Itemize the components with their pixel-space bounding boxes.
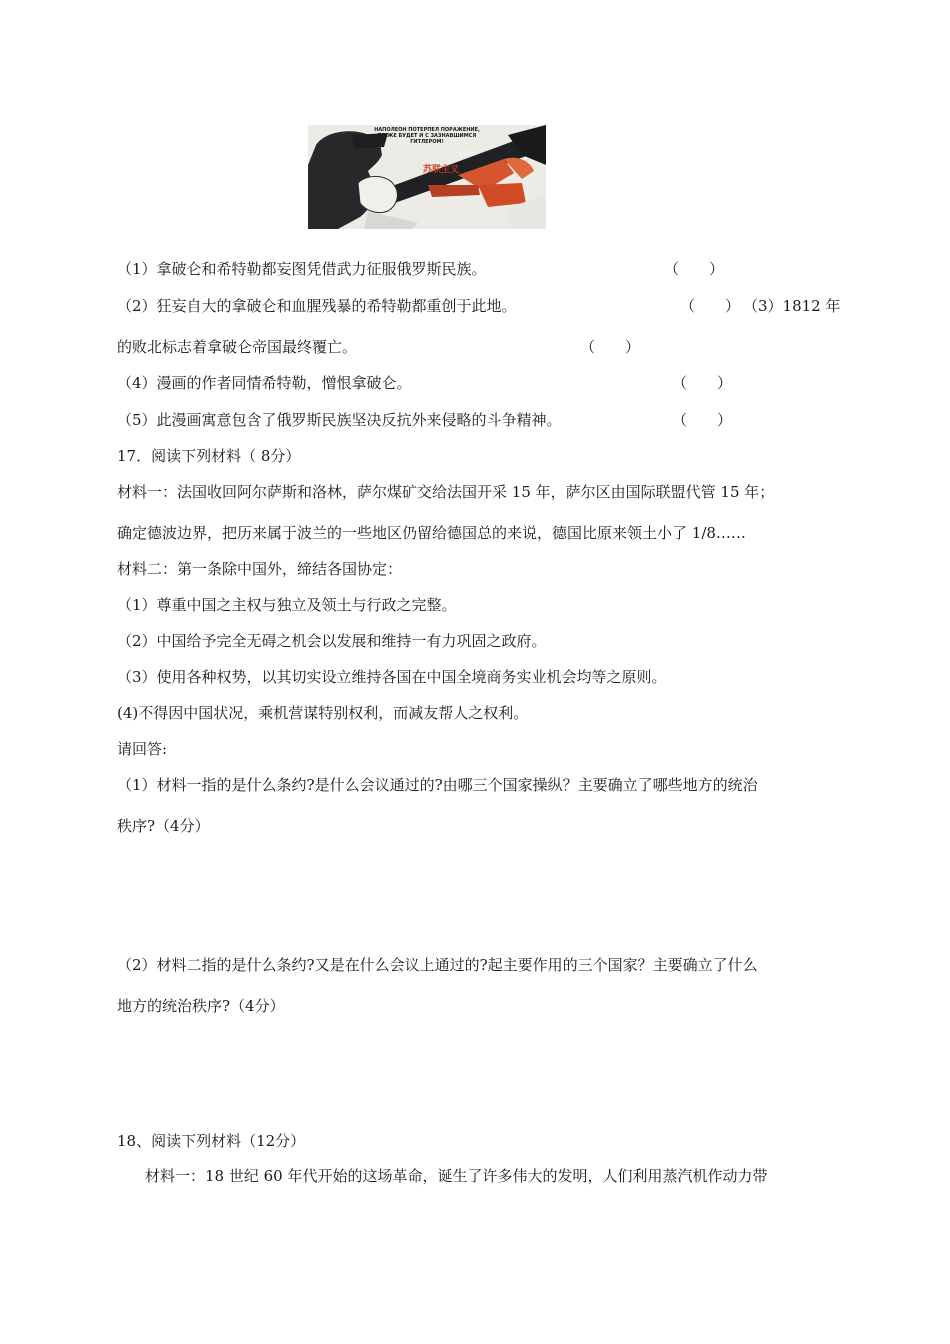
material-2-title: 材料二：第一条除中国外，缔结各国协定： <box>117 560 403 578</box>
material-2-item-1: （1）尊重中国之主权与独立及领土与行政之完整。 <box>117 596 457 614</box>
poster-label: 苏联主义 <box>423 165 460 175</box>
material-2-item-4: (4)不得因中国状况，乘机营谋特别权利，而减友帮人之权利。 <box>117 704 529 722</box>
statement-4-answer-blank[interactable]: （ ） <box>672 374 733 392</box>
statement-2-answer-blank[interactable]: （ ） <box>680 297 741 315</box>
statement-5-text: （5）此漫画寓意包含了俄罗斯民族坚决反抗外来侵略的斗争精神。 <box>117 411 562 429</box>
statement-2 <box>117 296 517 316</box>
sub-question-2-line-1: （2）材料二指的是什么条约?又是在什么会议上通过的?起主要作用的三个国家？主要确立了什么 <box>117 956 758 974</box>
material-2-item-2: （2）中国给予完全无碍之机会以发展和维持一有力巩固之政府。 <box>117 632 547 650</box>
statement-4 <box>117 373 412 393</box>
question-18-title: 18、阅读下列材料（12分） <box>117 1132 306 1150</box>
statement-1-answer-blank[interactable]: （ ） <box>664 260 725 278</box>
statement-4-text: （4）漫画的作者同情希特勒，憎恨拿破仑。 <box>117 374 412 392</box>
material-1-line-1: 材料一：法国收回阿尔萨斯和洛林，萨尔煤矿交给法国开采 15 年，萨尔区由国际联盟代管 15 年； <box>117 483 775 501</box>
answer-prompt: 请回答: <box>117 740 168 758</box>
poster-year: 1812 <box>457 147 479 159</box>
sub-question-1-line-2: 秩序?（4分） <box>117 817 210 835</box>
cartoon-poster <box>308 125 546 229</box>
statement-3-answer-blank[interactable]: （ ） <box>580 338 641 356</box>
poster-caption-line-3: ГИТЛЕРОМ! <box>410 139 444 145</box>
statement-5 <box>117 410 562 430</box>
statement-2-text: （2）狂妄自大的拿破仑和血腥残暴的希特勒都重创于此地。 <box>117 297 517 315</box>
sub-question-1-line-1: （1）材料一指的是什么条约?是什么会议通过的?由哪三个国家操纵？主要确立了哪些地方的统治 <box>117 776 758 794</box>
material-1-line-2: 确定德波边界，把历来属于波兰的一些地区仍留给德国总的来说，德国比原来领土小了 1/8…… <box>117 524 746 542</box>
poster-caption-line-1: НАПОЛЕОН ПОТЕРПЕЛ ПОРАЖЕНИЕ, <box>374 127 480 133</box>
statement-1-text: （1）拿破仑和希特勒都妄图凭借武力征服俄罗斯民族。 <box>117 260 487 278</box>
statement-3-text: 的败北标志着拿破仑帝国最终覆亡。 <box>117 338 358 356</box>
poster-caption-line-2: ТО ЖЕ БУДЕТ И С ЗАЗНАВШИМСЯ <box>377 133 477 139</box>
sub-question-2-line-2: 地方的统治秩序?（4分） <box>117 997 285 1015</box>
question-17-title: 17．阅读下列材料（ 8分） <box>117 447 301 465</box>
q18-material-1: 材料一：18 世纪 60 年代开始的这场革命，诞生了许多伟大的发明，人们利用蒸汽机作动力带 <box>145 1167 768 1185</box>
statement-3 <box>117 337 357 357</box>
statement-5-answer-blank[interactable]: （ ） <box>672 411 733 429</box>
material-2-item-3: （3）使用各种权势，以其切实设立维持各国在中国全境商务实业机会均等之原则。 <box>117 668 667 686</box>
statement-1 <box>117 259 487 279</box>
statement-3-start: （3）1812 年 <box>743 297 841 315</box>
